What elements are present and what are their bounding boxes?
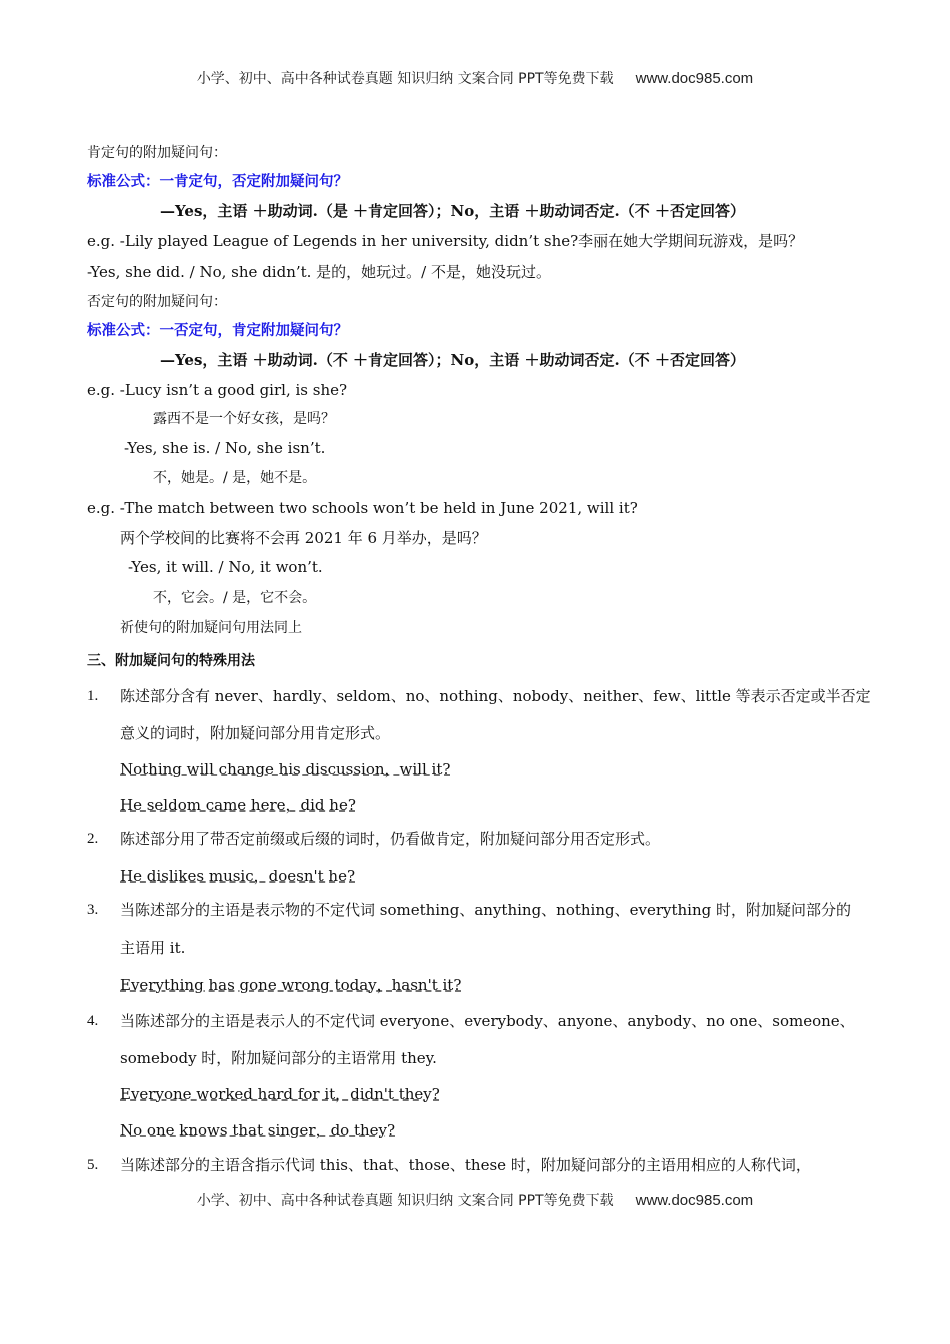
rule-4-line-1: 当陈述部分的主语是表示人的不定代词 everyone、everybody、anyone、anybody、no one、someone、 [120,1012,855,1030]
rule-5-number: 5. [87,1157,99,1173]
rule-1-line-1: 陈述部分含有 never、hardly、seldom、no、nothing、nobody、neither、few、little 等表示否定或半否定 [120,687,871,705]
neg-example-1-cn: 露西不是一个好女孩，是吗？ [153,411,335,427]
rule-4-line-2: somebody 时，附加疑问部分的主语常用 they. [120,1049,437,1067]
neg-example-2-answer-cn: 不，它会。/ 是，它不会。 [153,590,317,606]
rule-4-example-2: No one knows that singer，do they? [120,1121,396,1139]
rule-3-example-1: Everything has gone wrong today，hasn't it? [120,976,462,994]
affirm-formula: 标准公式：一肯定句，否定附加疑问句？ [87,174,348,190]
section-3-title: 三、附加疑问句的特殊用法 [87,653,255,669]
neg-example-2: e.g. -The match between two schools won’t be held in June 2021, will it? [87,499,638,517]
neg-example-1: e.g. -Lucy isn’t a good girl, is she? [87,381,348,399]
rule-4-number: 4. [87,1013,99,1029]
rule-3-line-2: 主语用 it. [120,939,186,957]
rule-4-example-1: Everyone worked hard for it，didn't they? [120,1085,440,1103]
rule-2-example-1: He dislikes music，doesn't he? [120,867,355,885]
header-text: 小学、初中、高中各种试卷真题 知识归纳 文案合同 PPT等免费下载 [196,71,614,87]
rule-1-line-2: 意义的词时，附加疑问部分用肯定形式。 [120,724,391,742]
rule-3-line-1: 当陈述部分的主语是表示物的不定代词 something、anything、nothing、everything 时，附加疑问部分的 [120,901,852,919]
rule-5-line-1: 当陈述部分的主语含指示代词 this、that、those、these 时，附加疑问部分的主语用相应的人称代词， [120,1156,811,1174]
page-footer [0,1190,950,1210]
affirm-heading: 肯定句的附加疑问句： [87,145,227,161]
rule-2-number: 2. [87,831,99,847]
affirm-answer: —Yes，主语 ＋助动词.（是 ＋肯定回答）；No，主语 ＋助动词否定.（不 ＋否定回答） [160,202,745,220]
neg-heading: 否定句的附加疑问句： [87,294,227,310]
footer-url[interactable]: www.doc985.com [635,1192,754,1209]
neg-example-2-answer: -Yes, it will. / No, it won’t. [128,558,323,576]
affirm-example-1: e.g. -Lily played League of Legends in her university, didn’t she?李丽在她大学期间玩游戏，是吗？ [87,232,804,250]
page-header [0,68,950,88]
header-url[interactable]: www.doc985.com [635,70,754,87]
neg-example-1-answer: -Yes, she is. / No, she isn’t. [124,439,326,457]
imperative-note: 祈使句的附加疑问句用法同上 [120,620,302,636]
footer-text: 小学、初中、高中各种试卷真题 知识归纳 文案合同 PPT等免费下载 [196,1193,614,1209]
rule-1-example-1: Nothing will change his discussion，will it? [120,760,451,778]
neg-formula: 标准公式：一否定句，肯定附加疑问句？ [87,323,348,339]
neg-answer: —Yes，主语 ＋助动词.（不 ＋肯定回答）；No，主语 ＋助动词否定.（不 ＋否定回答） [160,351,745,369]
neg-example-1-answer-cn: 不，她是。/ 是，她不是。 [153,470,317,486]
rule-1-number: 1. [87,688,99,704]
rule-2-line-1: 陈述部分用了带否定前缀或后缀的词时，仍看做肯定，附加疑问部分用否定形式。 [120,830,661,848]
rule-1-example-2: He seldom came here，did he? [120,796,356,814]
neg-example-2-cn: 两个学校间的比赛将不会再 2021 年 6 月举办，是吗？ [120,529,487,547]
affirm-example-1-answer: -Yes, she did. / No, she didn’t. 是的，她玩过。/ 不是，她没玩过。 [87,263,552,281]
rule-3-number: 3. [87,902,99,918]
